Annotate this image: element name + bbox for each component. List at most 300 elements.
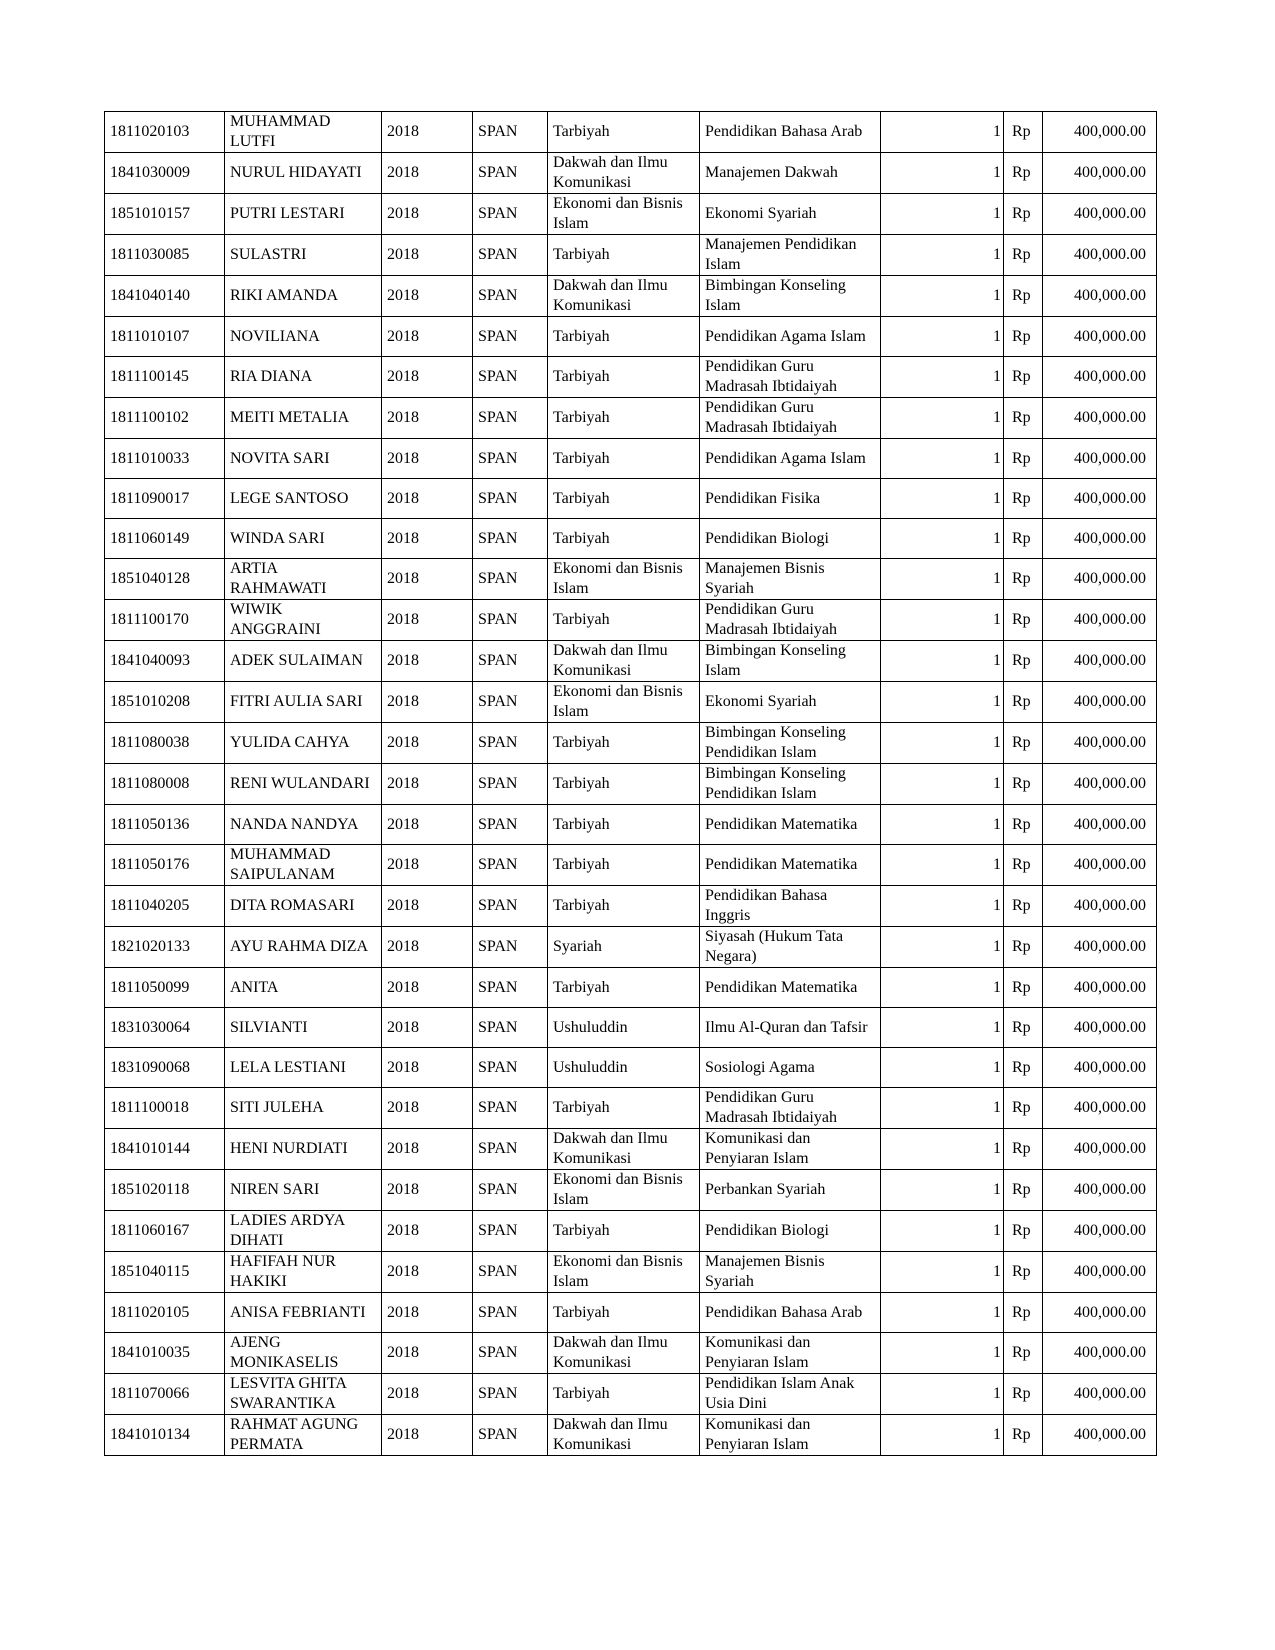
study-program-cell: Komunikasi dan Penyiaran Islam	[700, 1129, 881, 1170]
study-program-cell: Pendidikan Bahasa Arab	[700, 112, 881, 153]
admission-path-cell: SPAN	[473, 1415, 548, 1456]
study-program-cell: Pendidikan Matematika	[700, 968, 881, 1008]
count-cell: 1	[881, 235, 1004, 276]
amount-cell: 400,000.00	[1043, 1170, 1157, 1211]
table-row	[105, 357, 1157, 398]
amount-cell: 400,000.00	[1043, 194, 1157, 235]
faculty-cell: Tarbiyah	[548, 317, 700, 357]
admission-path-cell: SPAN	[473, 805, 548, 845]
currency-cell: Rp	[1004, 927, 1043, 968]
study-program-cell: Pendidikan Guru Madrasah Ibtidaiyah	[700, 398, 881, 439]
currency-cell: Rp	[1004, 723, 1043, 764]
student-name-cell: AYU RAHMA DIZA	[225, 927, 382, 968]
faculty-cell: Tarbiyah	[548, 723, 700, 764]
amount-cell: 400,000.00	[1043, 112, 1157, 153]
admission-path-cell: SPAN	[473, 112, 548, 153]
student-name-cell: RAHMAT AGUNG PERMATA	[225, 1415, 382, 1456]
admission-path-cell: SPAN	[473, 153, 548, 194]
count-cell: 1	[881, 317, 1004, 357]
count-cell: 1	[881, 682, 1004, 723]
year-cell: 2018	[382, 723, 473, 764]
faculty-cell: Tarbiyah	[548, 112, 700, 153]
student-name-cell: ADEK SULAIMAN	[225, 641, 382, 682]
student-name-cell: LADIES ARDYA DIHATI	[225, 1211, 382, 1252]
count-cell: 1	[881, 1008, 1004, 1048]
student-id-cell: 1811060167	[105, 1211, 225, 1252]
student-id-cell: 1821020133	[105, 927, 225, 968]
amount-cell: 400,000.00	[1043, 1048, 1157, 1088]
table-row	[105, 276, 1157, 317]
table-row	[105, 1415, 1157, 1456]
student-name-cell: MUHAMMAD SAIPULANAM	[225, 845, 382, 886]
table-row	[105, 439, 1157, 479]
student-name-cell: WIWIK ANGGRAINI	[225, 600, 382, 641]
study-program-cell: Manajemen Pendidikan Islam	[700, 235, 881, 276]
currency-cell: Rp	[1004, 641, 1043, 682]
currency-cell: Rp	[1004, 519, 1043, 559]
admission-path-cell: SPAN	[473, 1170, 548, 1211]
table-row	[105, 1170, 1157, 1211]
student-name-cell: HENI NURDIATI	[225, 1129, 382, 1170]
amount-cell: 400,000.00	[1043, 317, 1157, 357]
year-cell: 2018	[382, 641, 473, 682]
student-name-cell: ANISA FEBRIANTI	[225, 1293, 382, 1333]
admission-path-cell: SPAN	[473, 845, 548, 886]
student-name-cell: DITA ROMASARI	[225, 886, 382, 927]
currency-cell: Rp	[1004, 845, 1043, 886]
table-row	[105, 1211, 1157, 1252]
admission-path-cell: SPAN	[473, 1374, 548, 1415]
amount-cell: 400,000.00	[1043, 845, 1157, 886]
admission-path-cell: SPAN	[473, 682, 548, 723]
admission-path-cell: SPAN	[473, 886, 548, 927]
study-program-cell: Pendidikan Guru Madrasah Ibtidaiyah	[700, 1088, 881, 1129]
table-row	[105, 1129, 1157, 1170]
student-id-cell: 1811080038	[105, 723, 225, 764]
study-program-cell: Ekonomi Syariah	[700, 682, 881, 723]
count-cell: 1	[881, 886, 1004, 927]
amount-cell: 400,000.00	[1043, 641, 1157, 682]
student-id-cell: 1841040093	[105, 641, 225, 682]
study-program-cell: Pendidikan Islam Anak Usia Dini	[700, 1374, 881, 1415]
student-name-cell: SITI JULEHA	[225, 1088, 382, 1129]
amount-cell: 400,000.00	[1043, 439, 1157, 479]
year-cell: 2018	[382, 276, 473, 317]
student-id-cell: 1811100102	[105, 398, 225, 439]
student-id-cell: 1811080008	[105, 764, 225, 805]
student-id-cell: 1811070066	[105, 1374, 225, 1415]
year-cell: 2018	[382, 439, 473, 479]
student-name-cell: NIREN SARI	[225, 1170, 382, 1211]
student-name-cell: NOVITA SARI	[225, 439, 382, 479]
admission-path-cell: SPAN	[473, 559, 548, 600]
count-cell: 1	[881, 1415, 1004, 1456]
student-id-cell: 1831030064	[105, 1008, 225, 1048]
amount-cell: 400,000.00	[1043, 559, 1157, 600]
year-cell: 2018	[382, 357, 473, 398]
amount-cell: 400,000.00	[1043, 479, 1157, 519]
faculty-cell: Ekonomi dan Bisnis Islam	[548, 559, 700, 600]
faculty-cell: Ekonomi dan Bisnis Islam	[548, 1252, 700, 1293]
year-cell: 2018	[382, 194, 473, 235]
table-row	[105, 519, 1157, 559]
admission-path-cell: SPAN	[473, 600, 548, 641]
amount-cell: 400,000.00	[1043, 153, 1157, 194]
currency-cell: Rp	[1004, 600, 1043, 641]
student-name-cell: ARTIA RAHMAWATI	[225, 559, 382, 600]
count-cell: 1	[881, 559, 1004, 600]
table-row	[105, 479, 1157, 519]
count-cell: 1	[881, 641, 1004, 682]
year-cell: 2018	[382, 559, 473, 600]
count-cell: 1	[881, 1048, 1004, 1088]
currency-cell: Rp	[1004, 1211, 1043, 1252]
table-row	[105, 1374, 1157, 1415]
year-cell: 2018	[382, 968, 473, 1008]
admission-path-cell: SPAN	[473, 723, 548, 764]
year-cell: 2018	[382, 1129, 473, 1170]
currency-cell: Rp	[1004, 194, 1043, 235]
currency-cell: Rp	[1004, 1129, 1043, 1170]
amount-cell: 400,000.00	[1043, 682, 1157, 723]
faculty-cell: Tarbiyah	[548, 357, 700, 398]
study-program-cell: Pendidikan Agama Islam	[700, 317, 881, 357]
year-cell: 2018	[382, 317, 473, 357]
student-name-cell: NURUL HIDAYATI	[225, 153, 382, 194]
currency-cell: Rp	[1004, 968, 1043, 1008]
amount-cell: 400,000.00	[1043, 357, 1157, 398]
table-row	[105, 968, 1157, 1008]
faculty-cell: Tarbiyah	[548, 1293, 700, 1333]
table-row	[105, 764, 1157, 805]
amount-cell: 400,000.00	[1043, 398, 1157, 439]
admission-path-cell: SPAN	[473, 1008, 548, 1048]
student-name-cell: NOVILIANA	[225, 317, 382, 357]
admission-path-cell: SPAN	[473, 1129, 548, 1170]
student-id-cell: 1831090068	[105, 1048, 225, 1088]
count-cell: 1	[881, 600, 1004, 641]
faculty-cell: Tarbiyah	[548, 235, 700, 276]
study-program-cell: Manajemen Bisnis Syariah	[700, 1252, 881, 1293]
count-cell: 1	[881, 398, 1004, 439]
admission-path-cell: SPAN	[473, 1088, 548, 1129]
study-program-cell: Pendidikan Bahasa Inggris	[700, 886, 881, 927]
student-name-cell: SULASTRI	[225, 235, 382, 276]
amount-cell: 400,000.00	[1043, 1008, 1157, 1048]
currency-cell: Rp	[1004, 1333, 1043, 1374]
study-program-cell: Pendidikan Biologi	[700, 519, 881, 559]
year-cell: 2018	[382, 1374, 473, 1415]
currency-cell: Rp	[1004, 1415, 1043, 1456]
year-cell: 2018	[382, 1293, 473, 1333]
study-program-cell: Bimbingan Konseling Pendidikan Islam	[700, 723, 881, 764]
student-name-cell: YULIDA CAHYA	[225, 723, 382, 764]
count-cell: 1	[881, 1129, 1004, 1170]
amount-cell: 400,000.00	[1043, 1088, 1157, 1129]
faculty-cell: Tarbiyah	[548, 479, 700, 519]
student-id-cell: 1851020118	[105, 1170, 225, 1211]
table-row	[105, 1293, 1157, 1333]
student-name-cell: LESVITA GHITA SWARANTIKA	[225, 1374, 382, 1415]
student-id-cell: 1811100018	[105, 1088, 225, 1129]
faculty-cell: Tarbiyah	[548, 519, 700, 559]
admission-path-cell: SPAN	[473, 519, 548, 559]
study-program-cell: Komunikasi dan Penyiaran Islam	[700, 1415, 881, 1456]
study-program-cell: Pendidikan Guru Madrasah Ibtidaiyah	[700, 600, 881, 641]
currency-cell: Rp	[1004, 398, 1043, 439]
amount-cell: 400,000.00	[1043, 276, 1157, 317]
faculty-cell: Tarbiyah	[548, 1211, 700, 1252]
student-name-cell: AJENG MONIKASELIS	[225, 1333, 382, 1374]
admission-path-cell: SPAN	[473, 479, 548, 519]
count-cell: 1	[881, 968, 1004, 1008]
table-row	[105, 1088, 1157, 1129]
student-id-cell: 1841010134	[105, 1415, 225, 1456]
count-cell: 1	[881, 845, 1004, 886]
table-row	[105, 723, 1157, 764]
count-cell: 1	[881, 1293, 1004, 1333]
admission-path-cell: SPAN	[473, 1252, 548, 1293]
faculty-cell: Tarbiyah	[548, 764, 700, 805]
amount-cell: 400,000.00	[1043, 805, 1157, 845]
table-row	[105, 1008, 1157, 1048]
year-cell: 2018	[382, 764, 473, 805]
study-program-cell: Manajemen Dakwah	[700, 153, 881, 194]
student-id-cell: 1841010144	[105, 1129, 225, 1170]
student-name-cell: RIKI AMANDA	[225, 276, 382, 317]
faculty-cell: Dakwah dan Ilmu Komunikasi	[548, 153, 700, 194]
count-cell: 1	[881, 276, 1004, 317]
amount-cell: 400,000.00	[1043, 968, 1157, 1008]
currency-cell: Rp	[1004, 886, 1043, 927]
year-cell: 2018	[382, 805, 473, 845]
faculty-cell: Dakwah dan Ilmu Komunikasi	[548, 641, 700, 682]
table-row	[105, 317, 1157, 357]
student-id-cell: 1851040128	[105, 559, 225, 600]
currency-cell: Rp	[1004, 479, 1043, 519]
amount-cell: 400,000.00	[1043, 886, 1157, 927]
currency-cell: Rp	[1004, 1252, 1043, 1293]
table-row	[105, 1333, 1157, 1374]
admission-path-cell: SPAN	[473, 1211, 548, 1252]
table-row	[105, 559, 1157, 600]
currency-cell: Rp	[1004, 1170, 1043, 1211]
count-cell: 1	[881, 805, 1004, 845]
currency-cell: Rp	[1004, 1293, 1043, 1333]
student-name-cell: RENI WULANDARI	[225, 764, 382, 805]
table-row	[105, 194, 1157, 235]
amount-cell: 400,000.00	[1043, 519, 1157, 559]
table-row	[105, 398, 1157, 439]
study-program-cell: Komunikasi dan Penyiaran Islam	[700, 1333, 881, 1374]
count-cell: 1	[881, 764, 1004, 805]
year-cell: 2018	[382, 1252, 473, 1293]
study-program-cell: Pendidikan Biologi	[700, 1211, 881, 1252]
currency-cell: Rp	[1004, 1008, 1043, 1048]
student-id-cell: 1811020105	[105, 1293, 225, 1333]
student-name-cell: FITRI AULIA SARI	[225, 682, 382, 723]
faculty-cell: Ekonomi dan Bisnis Islam	[548, 194, 700, 235]
amount-cell: 400,000.00	[1043, 600, 1157, 641]
currency-cell: Rp	[1004, 357, 1043, 398]
student-name-cell: PUTRI LESTARI	[225, 194, 382, 235]
table-row	[105, 235, 1157, 276]
study-program-cell: Pendidikan Guru Madrasah Ibtidaiyah	[700, 357, 881, 398]
count-cell: 1	[881, 194, 1004, 235]
count-cell: 1	[881, 1170, 1004, 1211]
year-cell: 2018	[382, 1008, 473, 1048]
student-name-cell: MEITI METALIA	[225, 398, 382, 439]
faculty-cell: Tarbiyah	[548, 398, 700, 439]
currency-cell: Rp	[1004, 805, 1043, 845]
faculty-cell: Ekonomi dan Bisnis Islam	[548, 682, 700, 723]
study-program-cell: Bimbingan Konseling Pendidikan Islam	[700, 764, 881, 805]
table-row	[105, 682, 1157, 723]
count-cell: 1	[881, 479, 1004, 519]
table-row	[105, 845, 1157, 886]
admission-path-cell: SPAN	[473, 764, 548, 805]
amount-cell: 400,000.00	[1043, 723, 1157, 764]
student-name-cell: LEGE SANTOSO	[225, 479, 382, 519]
amount-cell: 400,000.00	[1043, 1374, 1157, 1415]
faculty-cell: Ushuluddin	[548, 1008, 700, 1048]
table-row	[105, 112, 1157, 153]
student-id-cell: 1811100145	[105, 357, 225, 398]
student-id-cell: 1811100170	[105, 600, 225, 641]
count-cell: 1	[881, 1252, 1004, 1293]
currency-cell: Rp	[1004, 276, 1043, 317]
count-cell: 1	[881, 519, 1004, 559]
study-program-cell: Siyasah (Hukum Tata Negara)	[700, 927, 881, 968]
faculty-cell: Tarbiyah	[548, 1374, 700, 1415]
faculty-cell: Tarbiyah	[548, 600, 700, 641]
faculty-cell: Dakwah dan Ilmu Komunikasi	[548, 1415, 700, 1456]
study-program-cell: Pendidikan Matematika	[700, 805, 881, 845]
currency-cell: Rp	[1004, 153, 1043, 194]
faculty-cell: Tarbiyah	[548, 886, 700, 927]
faculty-cell: Tarbiyah	[548, 439, 700, 479]
study-program-cell: Sosiologi Agama	[700, 1048, 881, 1088]
amount-cell: 400,000.00	[1043, 1129, 1157, 1170]
year-cell: 2018	[382, 235, 473, 276]
table-row	[105, 600, 1157, 641]
year-cell: 2018	[382, 1048, 473, 1088]
student-payment-table	[104, 111, 1157, 1456]
study-program-cell: Ilmu Al-Quran dan Tafsir	[700, 1008, 881, 1048]
faculty-cell: Dakwah dan Ilmu Komunikasi	[548, 1129, 700, 1170]
amount-cell: 400,000.00	[1043, 1211, 1157, 1252]
year-cell: 2018	[382, 1211, 473, 1252]
count-cell: 1	[881, 927, 1004, 968]
amount-cell: 400,000.00	[1043, 235, 1157, 276]
table-row	[105, 641, 1157, 682]
student-id-cell: 1841010035	[105, 1333, 225, 1374]
student-name-cell: NANDA NANDYA	[225, 805, 382, 845]
student-name-cell: WINDA SARI	[225, 519, 382, 559]
student-id-cell: 1811050176	[105, 845, 225, 886]
admission-path-cell: SPAN	[473, 235, 548, 276]
year-cell: 2018	[382, 519, 473, 559]
admission-path-cell: SPAN	[473, 927, 548, 968]
student-id-cell: 1851010208	[105, 682, 225, 723]
admission-path-cell: SPAN	[473, 641, 548, 682]
amount-cell: 400,000.00	[1043, 1293, 1157, 1333]
study-program-cell: Pendidikan Bahasa Arab	[700, 1293, 881, 1333]
count-cell: 1	[881, 723, 1004, 764]
year-cell: 2018	[382, 600, 473, 641]
faculty-cell: Tarbiyah	[548, 805, 700, 845]
year-cell: 2018	[382, 479, 473, 519]
year-cell: 2018	[382, 1088, 473, 1129]
study-program-cell: Bimbingan Konseling Islam	[700, 641, 881, 682]
student-id-cell: 1811010033	[105, 439, 225, 479]
year-cell: 2018	[382, 845, 473, 886]
currency-cell: Rp	[1004, 559, 1043, 600]
faculty-cell: Tarbiyah	[548, 1088, 700, 1129]
admission-path-cell: SPAN	[473, 439, 548, 479]
amount-cell: 400,000.00	[1043, 1252, 1157, 1293]
table-row	[105, 1252, 1157, 1293]
study-program-cell: Pendidikan Agama Islam	[700, 439, 881, 479]
faculty-cell: Tarbiyah	[548, 845, 700, 886]
count-cell: 1	[881, 357, 1004, 398]
table-row	[105, 1048, 1157, 1088]
faculty-cell: Dakwah dan Ilmu Komunikasi	[548, 276, 700, 317]
amount-cell: 400,000.00	[1043, 1415, 1157, 1456]
amount-cell: 400,000.00	[1043, 1333, 1157, 1374]
study-program-cell: Pendidikan Matematika	[700, 845, 881, 886]
year-cell: 2018	[382, 1415, 473, 1456]
count-cell: 1	[881, 439, 1004, 479]
currency-cell: Rp	[1004, 1374, 1043, 1415]
student-id-cell: 1841030009	[105, 153, 225, 194]
student-name-cell: SILVIANTI	[225, 1008, 382, 1048]
table-row	[105, 153, 1157, 194]
year-cell: 2018	[382, 1333, 473, 1374]
year-cell: 2018	[382, 886, 473, 927]
admission-path-cell: SPAN	[473, 357, 548, 398]
count-cell: 1	[881, 1211, 1004, 1252]
admission-path-cell: SPAN	[473, 968, 548, 1008]
count-cell: 1	[881, 1088, 1004, 1129]
year-cell: 2018	[382, 153, 473, 194]
amount-cell: 400,000.00	[1043, 764, 1157, 805]
faculty-cell: Dakwah dan Ilmu Komunikasi	[548, 1333, 700, 1374]
admission-path-cell: SPAN	[473, 1293, 548, 1333]
student-id-cell: 1811050136	[105, 805, 225, 845]
year-cell: 2018	[382, 682, 473, 723]
admission-path-cell: SPAN	[473, 398, 548, 439]
student-id-cell: 1811010107	[105, 317, 225, 357]
student-id-cell: 1811040205	[105, 886, 225, 927]
table-row	[105, 886, 1157, 927]
faculty-cell: Syariah	[548, 927, 700, 968]
currency-cell: Rp	[1004, 317, 1043, 357]
currency-cell: Rp	[1004, 764, 1043, 805]
student-name-cell: MUHAMMAD LUTFI	[225, 112, 382, 153]
study-program-cell: Pendidikan Fisika	[700, 479, 881, 519]
currency-cell: Rp	[1004, 682, 1043, 723]
faculty-cell: Tarbiyah	[548, 968, 700, 1008]
student-id-cell: 1811090017	[105, 479, 225, 519]
student-id-cell: 1811020103	[105, 112, 225, 153]
faculty-cell: Ekonomi dan Bisnis Islam	[548, 1170, 700, 1211]
count-cell: 1	[881, 1374, 1004, 1415]
student-id-cell: 1841040140	[105, 276, 225, 317]
currency-cell: Rp	[1004, 235, 1043, 276]
study-program-cell: Perbankan Syariah	[700, 1170, 881, 1211]
count-cell: 1	[881, 112, 1004, 153]
